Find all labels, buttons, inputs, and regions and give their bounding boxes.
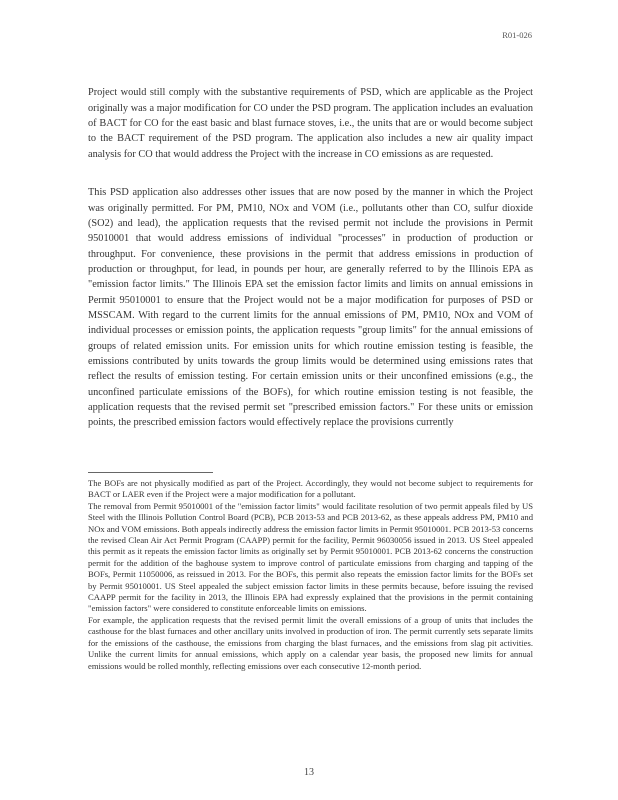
footnote-separator <box>88 472 213 473</box>
body-paragraph-2: This PSD application also addresses other issues that are now posed by the manner in which the Project was originally permitted. For PM, PM10, NOx and VOM (i.e., pollutants other than CO, sulfur dioxide (SO2) and lead), the application requests that the revised permit not include the provisions in Permit 95010001 that would address emissions of individual "processes" in production of production or throughput. For convenience, these provisions in the permit that address emissions in production of production or throughput, for lead, in pounds per hour, are generally referred to by the Illinois EPA as "emission factor limits." The Illinois EPA set the emission factor limits and limits on annual emissions in Permit 95010001 to ensure that the Project would not be a major modification for purposes of PSD or MSSCAM. With regard to the current limits for the annual emissions of PM, PM10, NOx and VOM of individual processes or emission points, the application requests "group limits" for the annual emissions of groups of related emission units. For emission units for which routine emission testing is feasible, the emissions contributed by units towards the group limits would be determined using emissions rates that reflect the results of emission testing. For certain emission units or their unconfined emissions (e.g., the unconfined particulate emissions of the BOFs), for which routine emission testing is not feasible, the application requests that the revised permit set "prescribed emission factors." For these units or emission points, the prescribed emission factors would effectively replace the provisions currently <box>88 187 533 429</box>
footnote: For example, the application requests that the revised permit limit the overall emissions of a group of units that includes the casthouse for the blast furnaces and other ancillary units involved in production of iron. The permit currently sets separate limits for the emissions of the casthouse, the emissions from charging the blast furnaces, and the emissions from slag pit activities. Unlike the current limits for annual emissions, which apply on a calendar year basis, the proposed new limits for annual emissions would be rolled monthly, reflecting emissions over each consecutive 12-month period. <box>88 614 533 671</box>
page-number: 13 <box>304 767 314 778</box>
footnote: The removal from Permit 95010001 of the "emission factor limits" would facilitate resolution of two permit appeals filed by US Steel with the Illinois Pollution Control Board (PCB), PCB 2013-53 and PCB 2013-62, as these appeals address PM, PM10 and NOx and VOM emissions. Both appeals indirectly address the emission factor limits in Permit 95010001. PCB 2013-53 concerns the revised Clean Air Act Permit Program (CAAPP) permit for the facility, Permit 96030056 issued in 2013. US Steel appealed this permit as it repeats the emission factor limits as originally set by Permit 95010001. PCB 2013-62 concerns the construction permit for the addition of the baghouse system to improve control of particulate emissions from charging and tapping of the BOFs, Permit 11050006, as reissued in 2013. For the BOFs, this permit also repeats the emission factor limits for the BOFs set by Permit 95010001. US Steel appealed the subject emission factor limits in these permits because, before issuing the revised CAAPP permit for the facility in 2013, the Illinois EPA had expressly explained that the provisions in the permit containing "emission factors" were considered to constitute enforceable limits on emissions. <box>88 500 533 614</box>
footnote: The BOFs are not physically modified as part of the Project. Accordingly, they would not become subject to requirements for BACT or LAER even if the Project were a major modification for a pollutant. <box>88 478 533 500</box>
document-id: R01-026 <box>502 30 532 40</box>
footnotes <box>88 478 533 672</box>
body-paragraph-1: Project would still comply with the substantive requirements of PSD, which are applicable as the Project originally was a major modification for CO under the PSD program. The application includes an evaluation of BACT for CO for the east basic and blast furnace stoves, i.e., the units that are or would become subject to the BACT requirement of the PSD program. The application also includes a new air quality impact analysis for CO that would address the Project with the increase in CO emissions as are requested. <box>88 87 533 160</box>
